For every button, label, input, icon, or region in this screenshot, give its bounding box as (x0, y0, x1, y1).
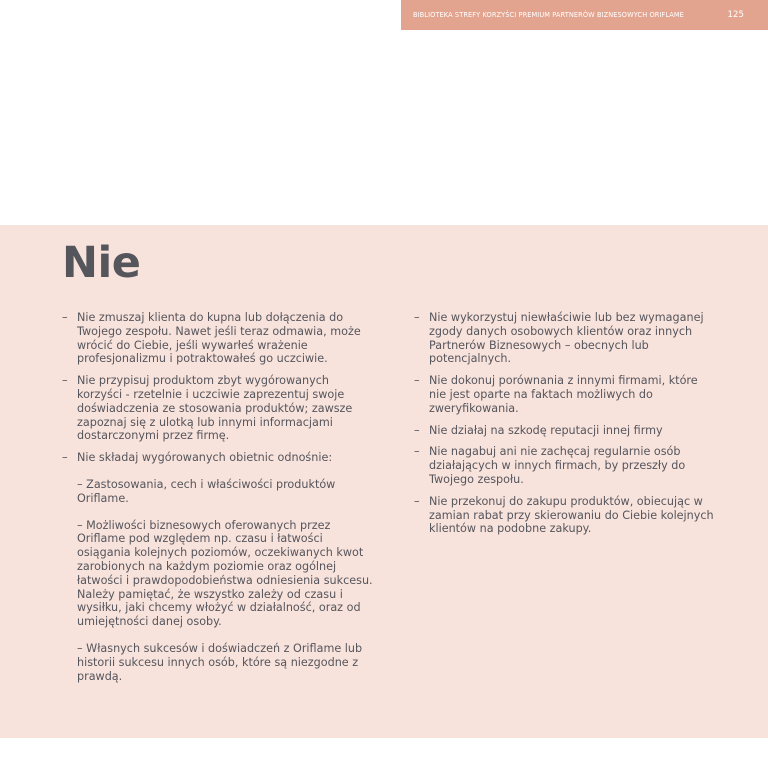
sub-item-success: – Własnych sukcesów i doświadczeń z Oriflame lub historii sukcesu innych osób, które są niezgodne z prawdą. (77, 641, 363, 683)
list-item-text: Nie nagabuj ani nie zachęcaj regularnie osób działających w innych firmach, by przeszły do Twojego zespołu. (429, 445, 686, 486)
list-item (62, 451, 377, 683)
list-item-text: Nie działaj na szkodę reputacji innej firmy (429, 423, 663, 437)
left-list (62, 311, 377, 683)
list-item (414, 311, 714, 366)
header-title: BIBLIOTEKA STREFY KORZYŚCI PREMIUM PARTNERÓW BIZNESOWYCH ORIFLAME (413, 11, 684, 19)
sub-item-products: – Zastosowania, cech i właściwości produktów Oriflame. (77, 477, 336, 505)
sub-item-business: – Możliwości biznesowych oferowanych przez Oriflame pod względem np. czasu i łatwości osiągania kolejnych poziomów, oczekiwanych kwot zarobionych na każdym poziomie oraz ogólnej łatwości i prawdopodobieństwa odniesienia sukcesu. Należy pamiętać, że wszystko zależy od czasu i wysiłku, jaki chcemy włożyć w działalność, oraz od umiejętności danej osoby. (77, 518, 373, 629)
section-heading: Nie (62, 238, 141, 288)
header-bar (401, 0, 768, 30)
list-item-text: Nie przekonuj do zakupu produktów, obiecując w zamian rabat przy skierowaniu do Ciebie kolejnych klientów na podobne zakupy. (429, 494, 714, 536)
list-item (414, 424, 714, 438)
list-item-text: Nie składaj wygórowanych obietnic odnośnie: (77, 451, 333, 465)
list-item-text: Nie dokonuj porównania z innymi firmami, które nie jest oparte na faktach możliwych do zweryfikowania. (429, 374, 698, 415)
left-column (62, 311, 377, 691)
list-item (62, 311, 377, 366)
list-item-text: Nie przypisuj produktom zbyt wygórowanych korzyści - rzetelnie i uczciwie zaprezentuj swoje doświadczenia ze stosowania produktów; zawsze zapoznaj się z ulotką lub innymi informacjami dostarczonymi przez firmę. (77, 374, 353, 443)
page-number: 125 (727, 10, 744, 20)
list-item (414, 495, 714, 536)
list-item (62, 374, 377, 443)
right-list (414, 311, 714, 536)
list-item (414, 374, 714, 415)
list-item (414, 445, 714, 486)
list-item-text: Nie wykorzystuj niewłaściwie lub bez wymaganej zgody danych osobowych klientów oraz innych Partnerów Biznesowych – obecnych lub potencjalnych. (429, 311, 704, 366)
list-item-text: Nie zmuszaj klienta do kupna lub dołączenia do Twojego zespołu. Nawet jeśli teraz odmawia, może wrócić do Ciebie, jeśli wywarłeś wrażenie profesjonalizmu i potraktowałeś go uczciwie. (77, 311, 361, 366)
right-column (414, 311, 714, 544)
